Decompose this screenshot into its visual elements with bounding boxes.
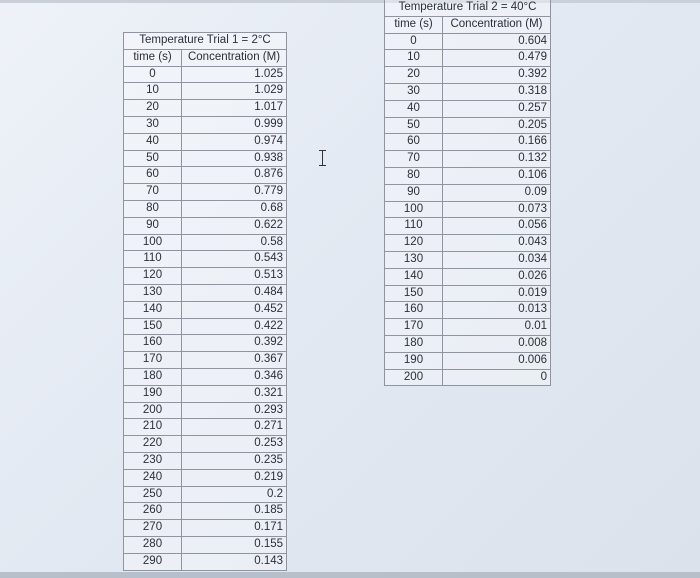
time-cell: 90	[385, 184, 443, 201]
concentration-cell: 0.422	[182, 318, 287, 335]
concentration-cell: 0.513	[182, 268, 287, 285]
time-cell: 200	[124, 402, 182, 419]
concentration-cell: 0.543	[182, 251, 287, 268]
table-row	[124, 402, 287, 419]
trial1-time-header: time (s)	[124, 49, 182, 66]
time-cell: 20	[124, 100, 182, 117]
time-cell: 30	[124, 116, 182, 133]
concentration-cell: 0.171	[182, 520, 287, 537]
time-cell: 170	[124, 352, 182, 369]
concentration-cell: 0.132	[443, 151, 551, 168]
concentration-cell: 0.019	[443, 285, 551, 302]
concentration-cell: 0.006	[443, 352, 551, 369]
time-cell: 240	[124, 469, 182, 486]
table-row	[124, 318, 287, 335]
time-cell: 160	[124, 335, 182, 352]
concentration-cell: 0.452	[182, 301, 287, 318]
table-row	[124, 486, 287, 503]
trial1-table	[123, 32, 287, 571]
time-cell: 170	[385, 319, 443, 336]
time-cell: 180	[124, 368, 182, 385]
table-row	[385, 100, 551, 117]
time-cell: 100	[385, 201, 443, 218]
time-cell: 80	[124, 200, 182, 217]
time-cell: 70	[385, 151, 443, 168]
table-row	[385, 218, 551, 235]
concentration-cell: 1.017	[182, 100, 287, 117]
table-row	[385, 50, 551, 67]
concentration-cell: 0.479	[443, 50, 551, 67]
table-row	[124, 116, 287, 133]
concentration-cell: 0.01	[443, 319, 551, 336]
text-cursor-icon	[318, 150, 328, 166]
time-cell: 270	[124, 520, 182, 537]
concentration-cell: 0.58	[182, 234, 287, 251]
concentration-cell: 1.029	[182, 83, 287, 100]
concentration-cell: 0.073	[443, 201, 551, 218]
table-row	[385, 335, 551, 352]
table-row	[124, 503, 287, 520]
concentration-cell: 0.166	[443, 134, 551, 151]
concentration-cell: 0.219	[182, 469, 287, 486]
table-row	[124, 133, 287, 150]
table-row	[124, 520, 287, 537]
time-cell: 80	[385, 167, 443, 184]
table-row	[124, 200, 287, 217]
time-cell: 290	[124, 553, 182, 570]
time-cell: 10	[124, 83, 182, 100]
concentration-cell: 0.271	[182, 419, 287, 436]
window-top-edge	[0, 0, 700, 3]
table-row	[385, 117, 551, 134]
time-cell: 70	[124, 184, 182, 201]
time-cell: 210	[124, 419, 182, 436]
concentration-cell: 0.938	[182, 150, 287, 167]
table-row	[385, 302, 551, 319]
trial2-table	[384, 0, 551, 386]
table-row	[124, 167, 287, 184]
time-cell: 90	[124, 217, 182, 234]
table-row	[385, 33, 551, 50]
time-cell: 160	[385, 302, 443, 319]
time-cell: 150	[385, 285, 443, 302]
concentration-cell: 1.025	[182, 66, 287, 83]
time-cell: 20	[385, 67, 443, 84]
time-cell: 190	[385, 352, 443, 369]
table-row	[385, 369, 551, 386]
concentration-cell: 0.346	[182, 368, 287, 385]
time-cell: 200	[385, 369, 443, 386]
concentration-cell: 0.253	[182, 436, 287, 453]
time-cell: 260	[124, 503, 182, 520]
table-row	[124, 83, 287, 100]
time-cell: 250	[124, 486, 182, 503]
table-row	[124, 419, 287, 436]
concentration-cell: 0.155	[182, 536, 287, 553]
table-row	[385, 67, 551, 84]
concentration-cell: 0.622	[182, 217, 287, 234]
concentration-cell: 0.056	[443, 218, 551, 235]
time-cell: 60	[124, 167, 182, 184]
table-row	[385, 151, 551, 168]
window-bottom-edge	[0, 572, 700, 578]
table-row	[124, 436, 287, 453]
table-row	[124, 352, 287, 369]
time-cell: 220	[124, 436, 182, 453]
time-cell: 190	[124, 385, 182, 402]
table-row	[385, 251, 551, 268]
concentration-cell: 0.484	[182, 284, 287, 301]
table-row	[124, 100, 287, 117]
concentration-cell: 0.392	[443, 67, 551, 84]
concentration-cell: 0.235	[182, 452, 287, 469]
concentration-cell: 0.974	[182, 133, 287, 150]
table-row	[124, 553, 287, 570]
time-cell: 130	[124, 284, 182, 301]
table-row	[385, 319, 551, 336]
trial1-concentration-header: Concentration (M)	[182, 49, 287, 66]
table-row	[124, 66, 287, 83]
concentration-cell: 0.106	[443, 167, 551, 184]
time-cell: 50	[385, 117, 443, 134]
table-row	[385, 235, 551, 252]
table-row	[385, 285, 551, 302]
time-cell: 140	[124, 301, 182, 318]
table-row	[385, 184, 551, 201]
table-row	[124, 368, 287, 385]
time-cell: 150	[124, 318, 182, 335]
time-cell: 130	[385, 251, 443, 268]
table-row	[124, 184, 287, 201]
time-cell: 140	[385, 268, 443, 285]
trial2-title: Temperature Trial 2 = 40°C	[385, 0, 551, 16]
table-row	[385, 83, 551, 100]
concentration-cell: 0	[443, 369, 551, 386]
concentration-cell: 0.026	[443, 268, 551, 285]
trial2-time-header: time (s)	[385, 16, 443, 33]
concentration-cell: 0.876	[182, 167, 287, 184]
concentration-cell: 0.604	[443, 33, 551, 50]
concentration-cell: 0.999	[182, 116, 287, 133]
concentration-cell: 0.185	[182, 503, 287, 520]
concentration-cell: 0.205	[443, 117, 551, 134]
table-row	[124, 268, 287, 285]
time-cell: 110	[124, 251, 182, 268]
concentration-cell: 0.013	[443, 302, 551, 319]
table-row	[385, 201, 551, 218]
table-row	[124, 150, 287, 167]
time-cell: 40	[385, 100, 443, 117]
table-row	[385, 352, 551, 369]
trial1-title: Temperature Trial 1 = 2°C	[124, 33, 287, 50]
trial2-body	[385, 33, 551, 386]
concentration-cell: 0.321	[182, 385, 287, 402]
time-cell: 50	[124, 150, 182, 167]
table-row	[385, 167, 551, 184]
time-cell: 0	[385, 33, 443, 50]
concentration-cell: 0.143	[182, 553, 287, 570]
time-cell: 280	[124, 536, 182, 553]
table-row	[124, 234, 287, 251]
table-row	[124, 469, 287, 486]
concentration-cell: 0.008	[443, 335, 551, 352]
trial2-concentration-header: Concentration (M)	[443, 16, 551, 33]
table-row	[124, 536, 287, 553]
time-cell: 120	[385, 235, 443, 252]
time-cell: 40	[124, 133, 182, 150]
concentration-cell: 0.2	[182, 486, 287, 503]
concentration-cell: 0.779	[182, 184, 287, 201]
concentration-cell: 0.257	[443, 100, 551, 117]
time-cell: 0	[124, 66, 182, 83]
time-cell: 10	[385, 50, 443, 67]
table-row	[124, 217, 287, 234]
table-row	[385, 268, 551, 285]
table-row	[124, 385, 287, 402]
concentration-cell: 0.367	[182, 352, 287, 369]
table-row	[124, 452, 287, 469]
concentration-cell: 0.09	[443, 184, 551, 201]
time-cell: 60	[385, 134, 443, 151]
concentration-cell: 0.318	[443, 83, 551, 100]
time-cell: 30	[385, 83, 443, 100]
concentration-cell: 0.043	[443, 235, 551, 252]
time-cell: 180	[385, 335, 443, 352]
concentration-cell: 0.293	[182, 402, 287, 419]
concentration-cell: 0.68	[182, 200, 287, 217]
time-cell: 110	[385, 218, 443, 235]
trial1-body	[124, 66, 287, 570]
concentration-cell: 0.392	[182, 335, 287, 352]
concentration-cell: 0.034	[443, 251, 551, 268]
time-cell: 230	[124, 452, 182, 469]
table-row	[124, 251, 287, 268]
table-row	[385, 134, 551, 151]
table-row	[124, 301, 287, 318]
time-cell: 100	[124, 234, 182, 251]
table-row	[124, 284, 287, 301]
time-cell: 120	[124, 268, 182, 285]
table-row	[124, 335, 287, 352]
